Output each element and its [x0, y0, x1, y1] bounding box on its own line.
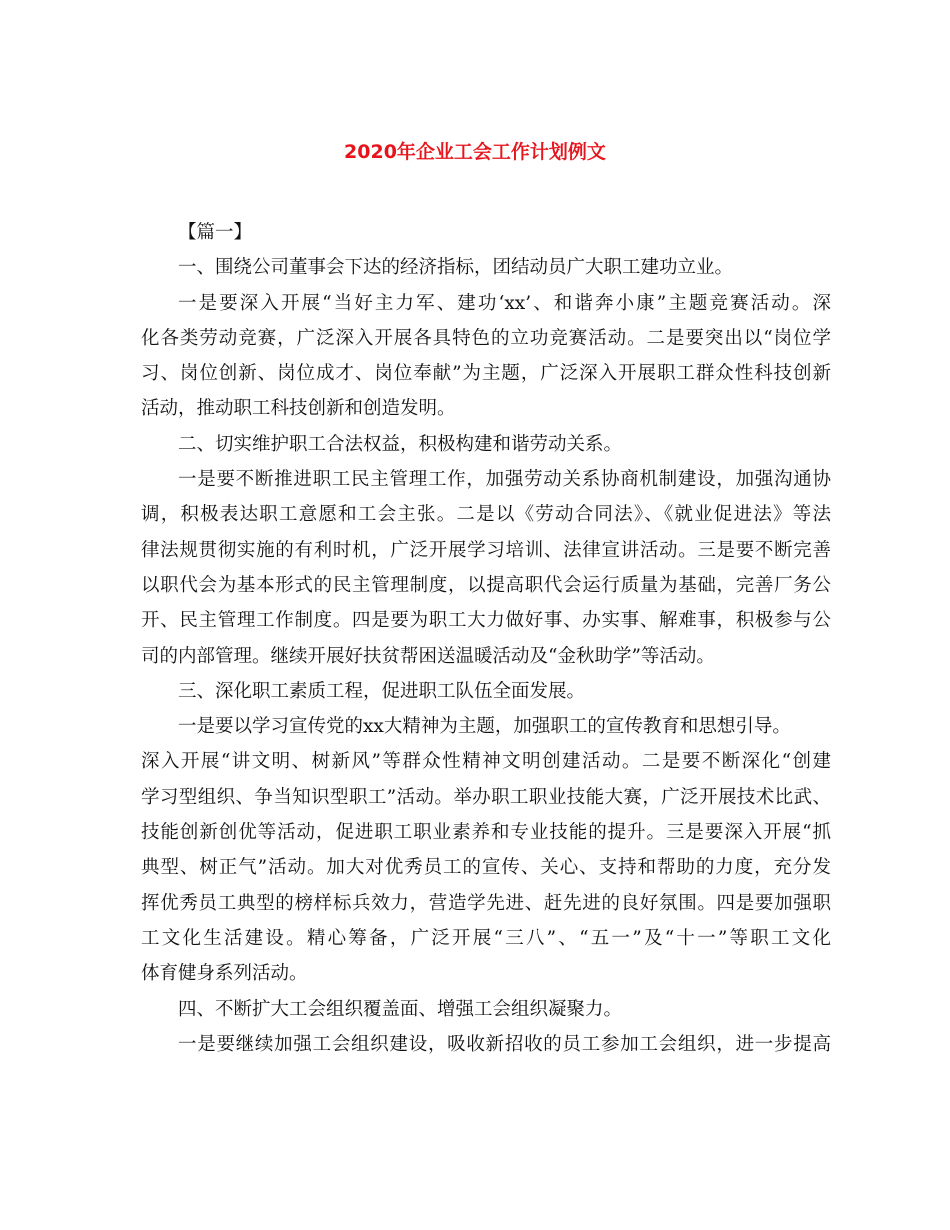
body-line: 以职代会为基本形式的民主管理制度，以提高职代会运行质量为基础，完善厂务公 — [141, 574, 831, 596]
body-line: 一是要深入开展“当好主力军、建功‘xx’、和谐奔小康”主题竞赛活动。深 — [178, 292, 831, 314]
body-line: 开、民主管理工作制度。四是要为职工大力做好事、办实事、解难事，积极参与公 — [141, 610, 831, 632]
body-line: 体育健身系列活动。 — [141, 963, 308, 985]
body-line: 调，积极表达职工意愿和工会主张。二是以《劳动合同法》、《就业促进法》等法 — [141, 504, 831, 526]
body-line: 典型、树正气”活动。加大对优秀员工的宣传、关心、支持和帮助的力度，充分发 — [141, 857, 831, 879]
body-line: 一是要以学习宣传党的xx大精神为主题，加强职工的宣传教育和思想引导。 — [178, 716, 791, 738]
body-line: 三、深化职工素质工程，促进职工队伍全面发展。 — [178, 680, 586, 702]
body-line: 深入开展“讲文明、树新风”等群众性精神文明创建活动。二是要不断深化“创建 — [141, 751, 831, 773]
body-line: 【篇一】 — [178, 222, 253, 243]
document-title: 2020年企业工会工作计划例文 — [344, 141, 606, 163]
body-line: 工文化生活建设。精心筹备，广泛开展“三八”、“五一”及“十一”等职工文化 — [141, 927, 831, 949]
body-line: 二、切实维护职工合法权益，积极构建和谐劳动关系。 — [178, 433, 623, 455]
body-line: 司的内部管理。继续开展好扶贫帮困送温暖活动及“金秋助学”等活动。 — [141, 645, 715, 667]
body-line: 一、围绕公司董事会下达的经济指标，团结动员广大职工建功立业。 — [178, 257, 734, 279]
body-line: 化各类劳动竞赛，广泛深入开展各具特色的立功竞赛活动。二是要突出以“岗位学 — [141, 327, 831, 349]
body-line: 一是要不断推进职工民主管理工作，加强劳动关系协商机制建设，加强沟通协 — [178, 469, 831, 491]
body-line: 技能创新创优等活动，促进职工职业素养和专业技能的提升。三是要深入开展“抓 — [141, 822, 831, 844]
body-line: 挥优秀员工典型的榜样标兵效力，营造学先进、赶先进的良好氛围。四是要加强职 — [141, 892, 831, 914]
body-line: 律法规贯彻实施的有利时机，广泛开展学习培训、法律宣讲活动。三是要不断完善 — [141, 539, 831, 561]
body-line: 活动，推动职工科技创新和创造发明。 — [141, 398, 456, 420]
body-line: 四、不断扩大工会组织覆盖面、增强工会组织凝聚力。 — [178, 998, 623, 1020]
body-line: 一是要继续加强工会组织建设，吸收新招收的员工参加工会组织，进一步提高 — [178, 1033, 831, 1055]
body-line: 习、岗位创新、岗位成才、岗位奉献”为主题，广泛深入开展职工群众性科技创新 — [141, 363, 831, 385]
body-line: 学习型组织、争当知识型职工”活动。举办职工职业技能大赛，广泛开展技术比武、 — [141, 786, 831, 808]
document-body — [141, 215, 831, 1062]
